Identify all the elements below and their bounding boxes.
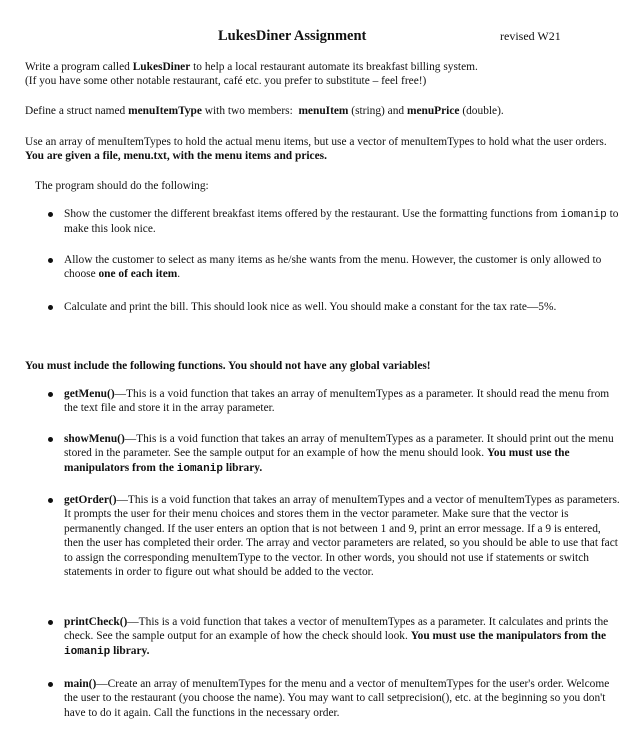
function-desc: —This is a void function that takes an array of menuItemTypes as a parameter. It should print out the menu stored in the parameter. See the sample output for an example of how the menu should look. [64, 433, 614, 460]
function-text [64, 677, 622, 720]
iomanip-requirement-start: You must use the manipulators from the [64, 447, 570, 474]
iomanip-requirement-end: library. [222, 461, 263, 474]
function-text [64, 615, 622, 659]
struct-text-mid2: (string) and [348, 105, 407, 117]
struct-member-item: menuItem [298, 105, 349, 117]
bullet-icon [48, 682, 53, 687]
iomanip-requirement-start: You must use the manipulators from the [410, 630, 607, 643]
function-desc: —This is a void function that takes an array of menuItemTypes and a vector of menuItemTypes as parameters. It prompts the user for their menu choices and stores them in the vector parameter. Make sure that the vector is permanently changed. If the user enters an option that is not between 1 and 9, print an error message. If a 9 is entered, then the user has completed their order. The array and vector parameters are related, so you should be able to use that fact to assign the corresponding menuItemType to the vector. In other words, you should not use if statements or switch statements in order to figure out what should be added to the vector. [64, 494, 620, 579]
function-desc: —This is a void function that takes an array of menuItemTypes as a parameter. It should read the menu from the text file and store it in the array parameter. [64, 388, 610, 415]
intro-text-start: Write a program called [25, 61, 133, 73]
bullet-icon [48, 305, 53, 310]
function-name: printCheck() [64, 616, 128, 628]
function-text [64, 493, 622, 579]
struct-type-name: menuItemType [128, 105, 202, 117]
function-name: showMenu() [64, 433, 125, 445]
bullet-icon [48, 498, 53, 503]
struct-paragraph [25, 104, 621, 118]
function-desc: —Create an array of menuItemTypes for the menu and a vector of menuItemTypes for the user's order. Welcome the user to the restaurant (you choose the name). You may want to call setprecision(), etc. at the beginning so you don't have to do it again. Call the functions in the necessary order. [64, 678, 610, 719]
iomanip-code: iomanip [560, 209, 607, 221]
intro-text-end: to help a local restaurant automate its breakfast billing system. [190, 61, 478, 73]
requirement-text [64, 207, 622, 237]
function-name: getOrder() [64, 494, 117, 506]
iomanip-requirement-end: library. [110, 644, 150, 657]
array-text: Use an array of menuItemTypes to hold the actual menu items, but use a vector of menuItemTypes to hold what the user orders. [25, 136, 607, 148]
program-name: LukesDiner [132, 61, 191, 73]
requirement-text-start: Show the customer the different breakfast items offered by the restaurant. Use the formatting functions from [64, 208, 561, 220]
array-paragraph [25, 135, 621, 164]
page-title: LukesDiner Assignment [218, 28, 367, 44]
header [0, 27, 643, 45]
function-name: getMenu() [64, 388, 115, 400]
struct-text-start: Define a struct named [25, 105, 129, 117]
struct-text-mid1: with two members: [201, 105, 299, 117]
requirement-text: Calculate and print the bill. This should look nice as well. You should make a constant for the tax rate—5%. [64, 301, 557, 313]
intro-note: (If you have some other notable restaurant, café etc. you prefer to substitute – feel free!) [25, 75, 427, 88]
requirement-text-end: to make this look nice. [64, 208, 619, 236]
function-text [64, 387, 622, 416]
requirement-text-end: . [177, 268, 181, 281]
bullet-icon [48, 620, 53, 625]
function-desc: —This is a void function that takes a vector of menuItemTypes as a parameter. It calculates and prints the check. See the sample output for an example of how the check should look. [64, 616, 609, 643]
revision-label: revised W21 [500, 29, 561, 43]
program-intro: The program should do the following: [35, 180, 209, 192]
bullet-icon [48, 437, 53, 442]
bullet-icon [48, 212, 53, 217]
struct-member-price: menuPrice [406, 105, 460, 117]
functions-heading: You must include the following functions. You should not have any global variables! [25, 360, 431, 372]
function-text [64, 432, 622, 476]
function-name: main() [64, 678, 97, 690]
bullet-icon [48, 258, 53, 263]
menu-file-note: You are given a file, menu.txt, with the menu items and prices. [25, 150, 327, 163]
one-each-emphasis: one of each item [98, 268, 178, 281]
requirement-text-start: Allow the customer to select as many items as he/she wants from the menu. However, the customer is only allowed to choose [64, 254, 602, 281]
bullet-icon [48, 392, 53, 397]
struct-text-end: (double). [459, 105, 504, 117]
iomanip-code: iomanip [64, 645, 111, 658]
iomanip-code: iomanip [176, 462, 223, 475]
intro-paragraph [25, 60, 621, 89]
requirement-text [64, 253, 622, 282]
